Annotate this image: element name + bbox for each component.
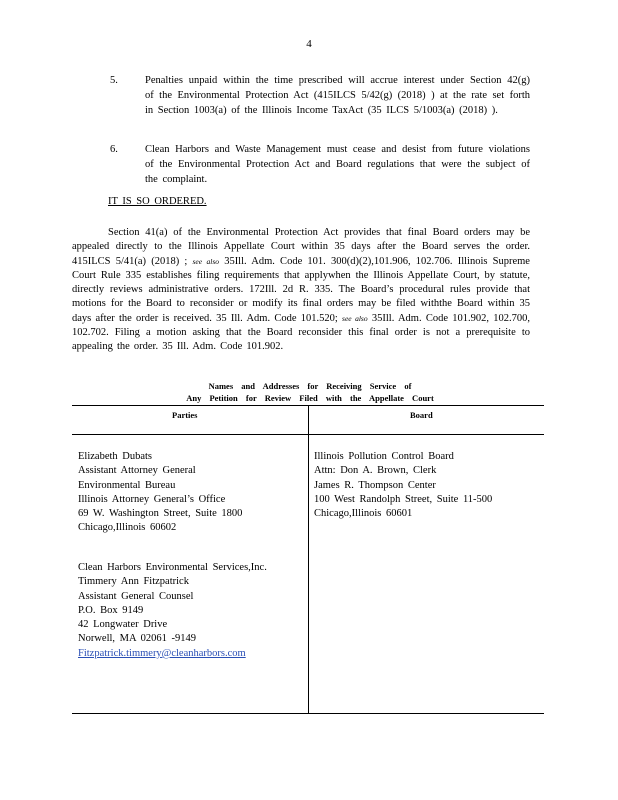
party-clean-harbors [78,561,272,661]
address-line: Attn: Don A. Brown, Clerk [314,465,437,477]
address-line: 100 West Randolph Street, Suite 11-500 [314,493,493,505]
table-title-line-1: Names and Addresses for Receiving Service of [208,381,412,391]
item-text: Penalties unpaid within the time prescribed will accrue interest under Section 42(g) of the Environmental Protection Act (415ILCS 5/42(g) (2018) ) at the rate set forth in Section 1003(a) of the Illinois Income TaxAct (35 ILCS 5/1003(a) (2018) ). [145,75,530,116]
appeal-paragraph [72,226,530,355]
board-address [314,450,492,521]
address-line: Illinois Pollution Control Board [314,451,454,462]
item-text: Clean Harbors and Waste Management must cease and desist from future violations of the Environmental Protection Act and Board regulations that were the subject of the complaint. [145,144,530,185]
col-header-board: Board [410,410,433,420]
address-line: Assistant General Counsel [78,590,194,602]
paragraph-part-2: 35Ill. Adm. Code 101. 300(d)(2),101.906, 102.706. Illinois Supreme Court Rule 335 establishes filing requirements that applywhen the Illinois Appellate Court, by statute, directly reviews administrative orders. 172Ill. 2d R. 335. The Board’s procedural rules provide that motions for the Board to reconsider or modify its final orders may be filed withthe Board within 35 days after the order is received. 35 Ill. Adm. Code 101.520; [72,255,530,324]
address-line: Norwell, MA 02061 -9149 [78,633,196,645]
address-line: Assistant Attorney General [78,465,196,477]
table-column-divider [308,405,309,713]
address-line: 69 W. Washington Street, Suite 1800 [78,508,243,520]
paragraph-part-1: Section 41(a) of the Environmental Protection Act provides that final Board orders may be appealed directly to the Illinois Appellate Court within 35 days after the Board serves the order. 415ILCS 5/41(a) (2018) ; [72,227,530,267]
table-title-line-2: Any Petition for Review Filed with the Appellate Court [186,393,434,403]
address-line: Environmental Bureau [78,479,176,491]
see-also-1: see also [192,256,219,266]
item-number: 6. [110,144,118,155]
address-line: Elizabeth Dubats [78,451,153,462]
page-number: 4 [306,38,312,50]
paragraph-part-3: 35Ill. Adm. Code 101.902, 102.700, 102.702. Filing a motion asking that the Board reconsider this final order is not a prerequisite to appealing the order. 35 Ill. Adm. Code 101.902. [72,312,530,353]
address-line: 42 Longwater Drive [78,619,168,631]
address-line: Clean Harbors Environmental Services,Inc. [78,562,267,573]
table-bottom-border [72,713,544,714]
see-also-2: see also [342,313,368,323]
col-header-parties: Parties [172,410,198,420]
address-line: Timmery Ann Fitzpatrick [78,576,189,588]
address-line: P.O. Box 9149 [78,604,144,616]
address-line: Chicago,Illinois 60602 [78,522,177,534]
address-line: Illinois Attorney General’s Office [78,493,226,505]
address-line: Chicago,Illinois 60601 [314,508,413,520]
item-number: 5. [110,75,118,86]
address-line: James R. Thompson Center [314,479,436,491]
service-table-title [150,380,470,404]
it-is-so-ordered: IT IS SO ORDERED. [108,196,207,207]
party-attorney-general [78,450,242,536]
email-link[interactable]: Fitzpatrick.timmery@cleanharbors.com [78,647,246,659]
